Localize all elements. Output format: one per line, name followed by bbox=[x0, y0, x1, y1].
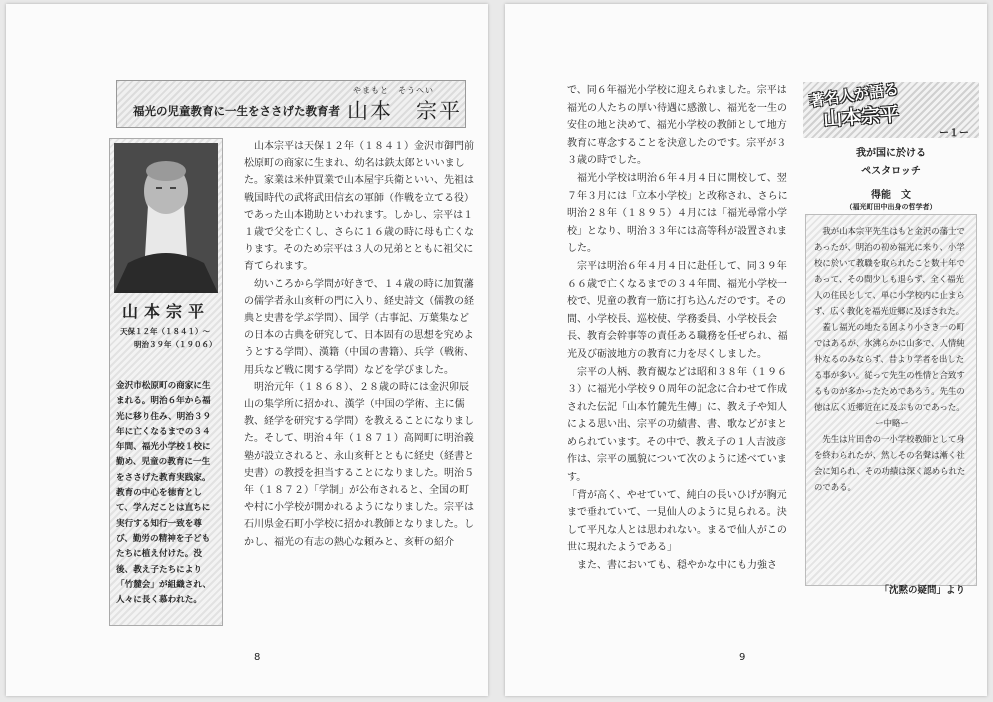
death-date: 明治３９年（１９０６） bbox=[134, 340, 217, 349]
sidebar-author: 得能 文 bbox=[871, 190, 911, 201]
header-banner bbox=[116, 80, 466, 128]
paragraph: 幼いころから学問が好きで、１４歳の時に加賀藩の儒学者永山亥軒の門に入り、経史詩文（儒教の経典と史書を学ぶ学問）、国学（古事記、万葉集などの日本の古典を研究して、日本固有の思想を究めようとする学問）、漢籍（中国の書籍）、兵学（戦術、用兵など戦に関する学問）などを学びました。 bbox=[244, 278, 474, 376]
sidebar-textbox bbox=[805, 214, 977, 586]
profile-sidebar bbox=[109, 138, 223, 626]
paragraph: 山本宗平は天保１２年（１８４１）金沢市御門前松原町の商家に生まれ、幼名は鉄太郎といいました。家業は米仲買業で山本屋宇兵衛といい、先祖は戦国時代の武将武田信玄の軍師（作戦を立てる役）であった山本勘助といわれます。しかし、宗平は１１歳で父を亡くし、さらに１６歳の時に母も亡くなります。そのため宗平は３人の兄弟とともに祖父に育てられます。 bbox=[244, 141, 474, 273]
left-main-text bbox=[244, 138, 476, 551]
page-number: 8 bbox=[254, 652, 261, 663]
quote-sidebar bbox=[803, 79, 983, 612]
quote-paragraph: 「背が高く、やせていて、純白の長いひげが胸元まで垂れていて、一見仙人のように見られる。決して平凡な人とは思われない。まるで仙人がこの世に現れたようである」 bbox=[567, 489, 787, 554]
paragraph: で、同６年福光小学校に迎えられました。宗平は福光の人たちの厚い待遇に感激し、福光を一生の安住の地と決めて、福光小学校の教師として地方教育に専念することを決意したのです。宗平が３３歳の時でした。 bbox=[567, 85, 787, 167]
sidebar-dates bbox=[120, 325, 220, 351]
sidebar-heading-2: ペスタロッチ bbox=[861, 166, 921, 177]
sidebar-author-note: （福光町田中出身の哲学者） bbox=[845, 203, 937, 211]
sidebar-paragraph: 我が山本宗平先生はもと金沢の藩士であったが、明治の初め福光に来り、小学校に於いて教職を取られたこと数十年であって、その間少しも退らず、全く福光人の住民として、単に小学校内に止まらず、広く教化を福光近郷に及ぼされた。 bbox=[814, 226, 965, 316]
header-subtitle: 福光の児童教育に一生をささげた教育者 bbox=[133, 104, 340, 118]
sidebar-omission: ー中略ー bbox=[875, 418, 909, 428]
header-name: 山本 宗平 bbox=[347, 99, 462, 123]
paragraph: また、書においても、穏やかな中にも力強さ bbox=[577, 560, 777, 572]
paragraph: 明治元年（１８６８）、２８歳の時には金沢卯辰山の集学所に招かれ、漢学（中国の学術、主に儒教、経学を研究する学問）を教えることになりました。そして、明治４年（１８７１）高岡町に明治義塾が設立されると、永山亥軒とともに経史（経書と史書）の教授を担当することになりました。明治５年（１８７２）「学制」が公布されると、全国の町や村に小学校が開かれるようになりました。宗平は石川県金石町小学校に招かれ教師となりました。しかし、福光の有志の熱心な頼みと、亥軒の紹介 bbox=[244, 381, 474, 548]
sidebar-paragraph: 先生は片田舎の一小学校教師として身を終わられたが、然しその名聲は漸く社会に知られ、その功績は深く認められたのである。 bbox=[814, 434, 966, 492]
sidebar-part-number: ー１ー bbox=[939, 128, 969, 139]
paragraph: 宗平の人柄、教育観などは昭和３８年（１９６３）に福光小学校９０周年の記念に合わせて作成された伝記「山本竹麓先生傳」に、教え子や知人による思い出、宗平の功績書、書、歌などがまとめられています。その中で、教え子の１人吉波彦作は、宗平の風貌について次のように述べています。 bbox=[567, 366, 787, 484]
right-page bbox=[505, 4, 987, 696]
sidebar-title-box bbox=[803, 79, 979, 139]
sidebar-name: 山本宗平 bbox=[121, 302, 210, 321]
paragraph: 福光小学校は明治６年４月４日に開校して、翌７年３月には「立本小学校」と改称され、さらに明治２８年（１８９５）４月には「福光尋常小学校」となり、明治３３年には高等科が設置されました。 bbox=[567, 172, 788, 255]
paragraph: 宗平は明治６年４月４日に赴任して、同３９年６６歳で亡くなるまでの３４年間、福光小学校一校で、児童の教育一筋に打ち込んだのです。その間、小学校長、巡校使、学務委員、小学校長会長、教育会幹事等の責任ある職務を任ぜられ、福光及び砺波地方の教育に力を尽くしました。 bbox=[567, 260, 788, 360]
left-page bbox=[6, 4, 488, 696]
sidebar-body: 金沢市松原町の商家に生まれる。明治６年から福光に移り住み、明治３９年に亡くなるまでの３４年間、福光小学校１校に勤め、児童の教育に一生をささげた教育実践家。教育の中心を徳育として、学んだことは直ちに実行する知行一致を尊び、勤労の精神を子どもたちに植え付けた。没後、教え子たちにより「竹麓会」が組織され、人々に長く慕われた。 bbox=[116, 381, 212, 606]
right-main-text bbox=[567, 82, 793, 575]
sidebar-title-line1: 著名人が語る bbox=[808, 79, 900, 111]
sidebar-heading-1: 我が国に於ける bbox=[856, 148, 926, 159]
sidebar-title-line2: 山本宗平 bbox=[822, 103, 900, 131]
sidebar-source: 「沈黙の疑問」より bbox=[879, 585, 965, 596]
header-name-reading: やまもと そうへい bbox=[353, 86, 434, 95]
sidebar-paragraph: 蓋し福光の地たる固より小さき一の町ではあるが、氷沸らかに山多で、人情純朴なるのみならず、昔より学者を出したる事が多い。従って先生の性情と合致するものが多かったためであろう。先生の徳は広く近郷近在に及ぶものであった。 bbox=[814, 322, 965, 412]
page-number: 9 bbox=[739, 652, 746, 663]
sidebar-body bbox=[814, 223, 970, 495]
portrait-photo bbox=[114, 143, 218, 293]
birth-date: 天保１２年（１８４１）～ bbox=[120, 327, 210, 336]
